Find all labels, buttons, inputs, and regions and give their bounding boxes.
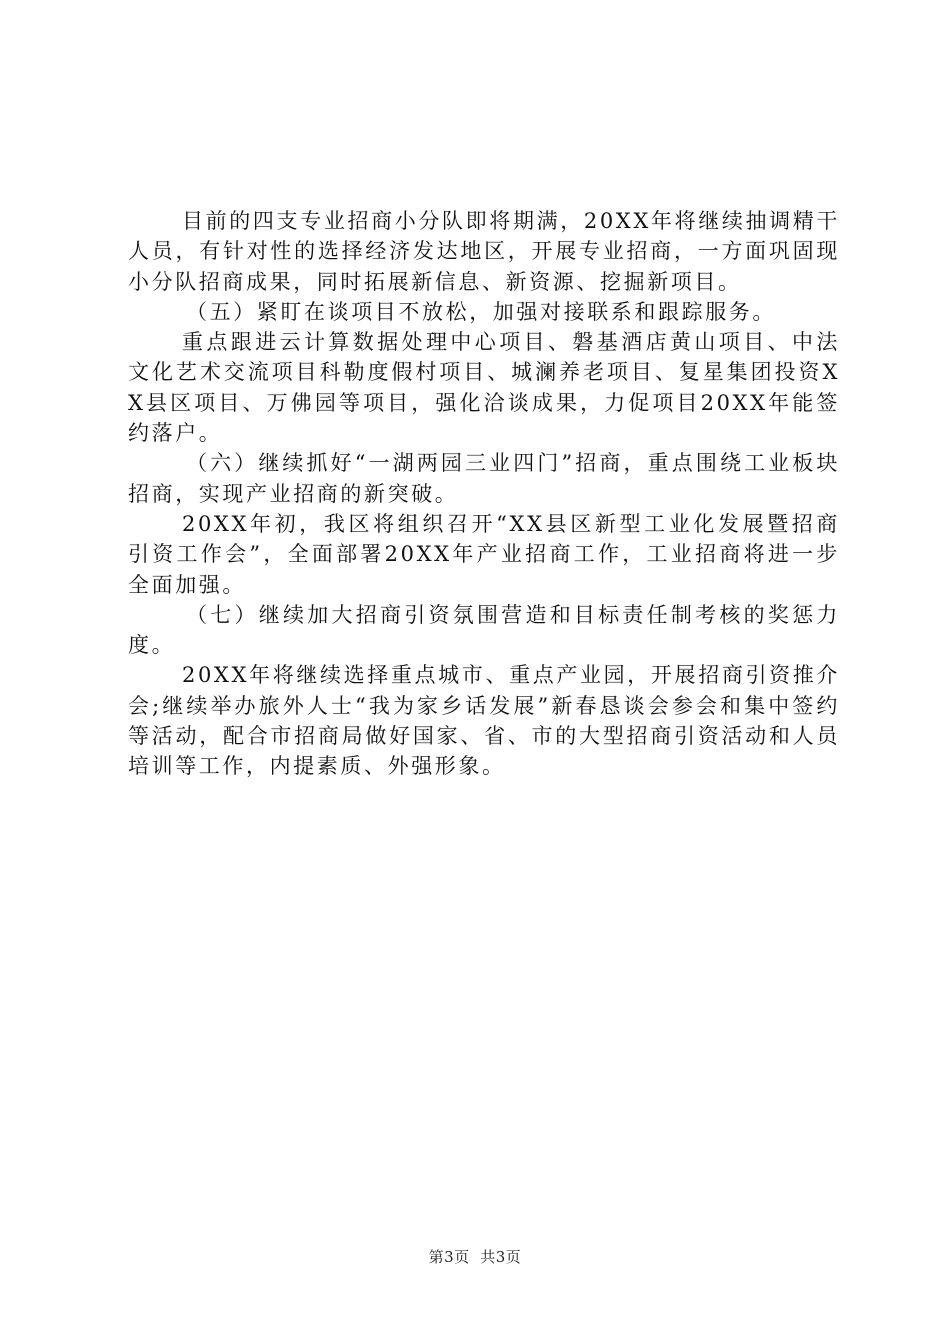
paragraph-3: 20XX年初，我区将组织召开“XX县区新型工业化发展暨招商引资工作会”，全面部署20XX年产业招商工作，工业招商将进一步全面加强。 xyxy=(128,511,840,597)
section-heading-5: （五）紧盯在谈项目不放松，加强对接联系和跟踪服务。 xyxy=(186,299,776,324)
paragraph-4: 20XX年将继续选择重点城市、重点产业园，开展招商引资推介会;继续举办旅外人士“我为家乡话发展”新春恳谈会参会和集中签约等活动，配合市招商局做好国家、省、市的大型招商引资活动和人员培训等工作，内提素质、外强形象。 xyxy=(128,663,840,779)
section-heading-7: （七）继续加大招商引资氛围营造和目标责任制考核的奖惩力度。 xyxy=(128,602,840,658)
section-heading-6: （六）继续抓好“一湖两园三业四门”招商，重点围绕工业板块招商，实现产业招商的新突破。 xyxy=(128,451,840,506)
document-body xyxy=(128,206,840,782)
page-footer xyxy=(0,1246,950,1267)
paragraph-2: 重点跟进云计算数据处理中心项目、磐基酒店黄山项目、中法文化艺术交流项目科勒度假村项目、城澜养老项目、复星集团投资XX县区项目、万佛园等项目，强化洽谈成果，力促项目20XX年能签约落户。 xyxy=(128,330,840,446)
page-total: 共3页 xyxy=(480,1248,522,1266)
page-number: 第3页 xyxy=(428,1248,470,1266)
paragraph-1: 目前的四支专业招商小分队即将期满，20XX年将继续抽调精干人员，有针对性的选择经济发达地区，开展专业招商，一方面巩固现小分队招商成果，同时拓展新信息、新资源、挖掘新项目。 xyxy=(128,209,840,294)
